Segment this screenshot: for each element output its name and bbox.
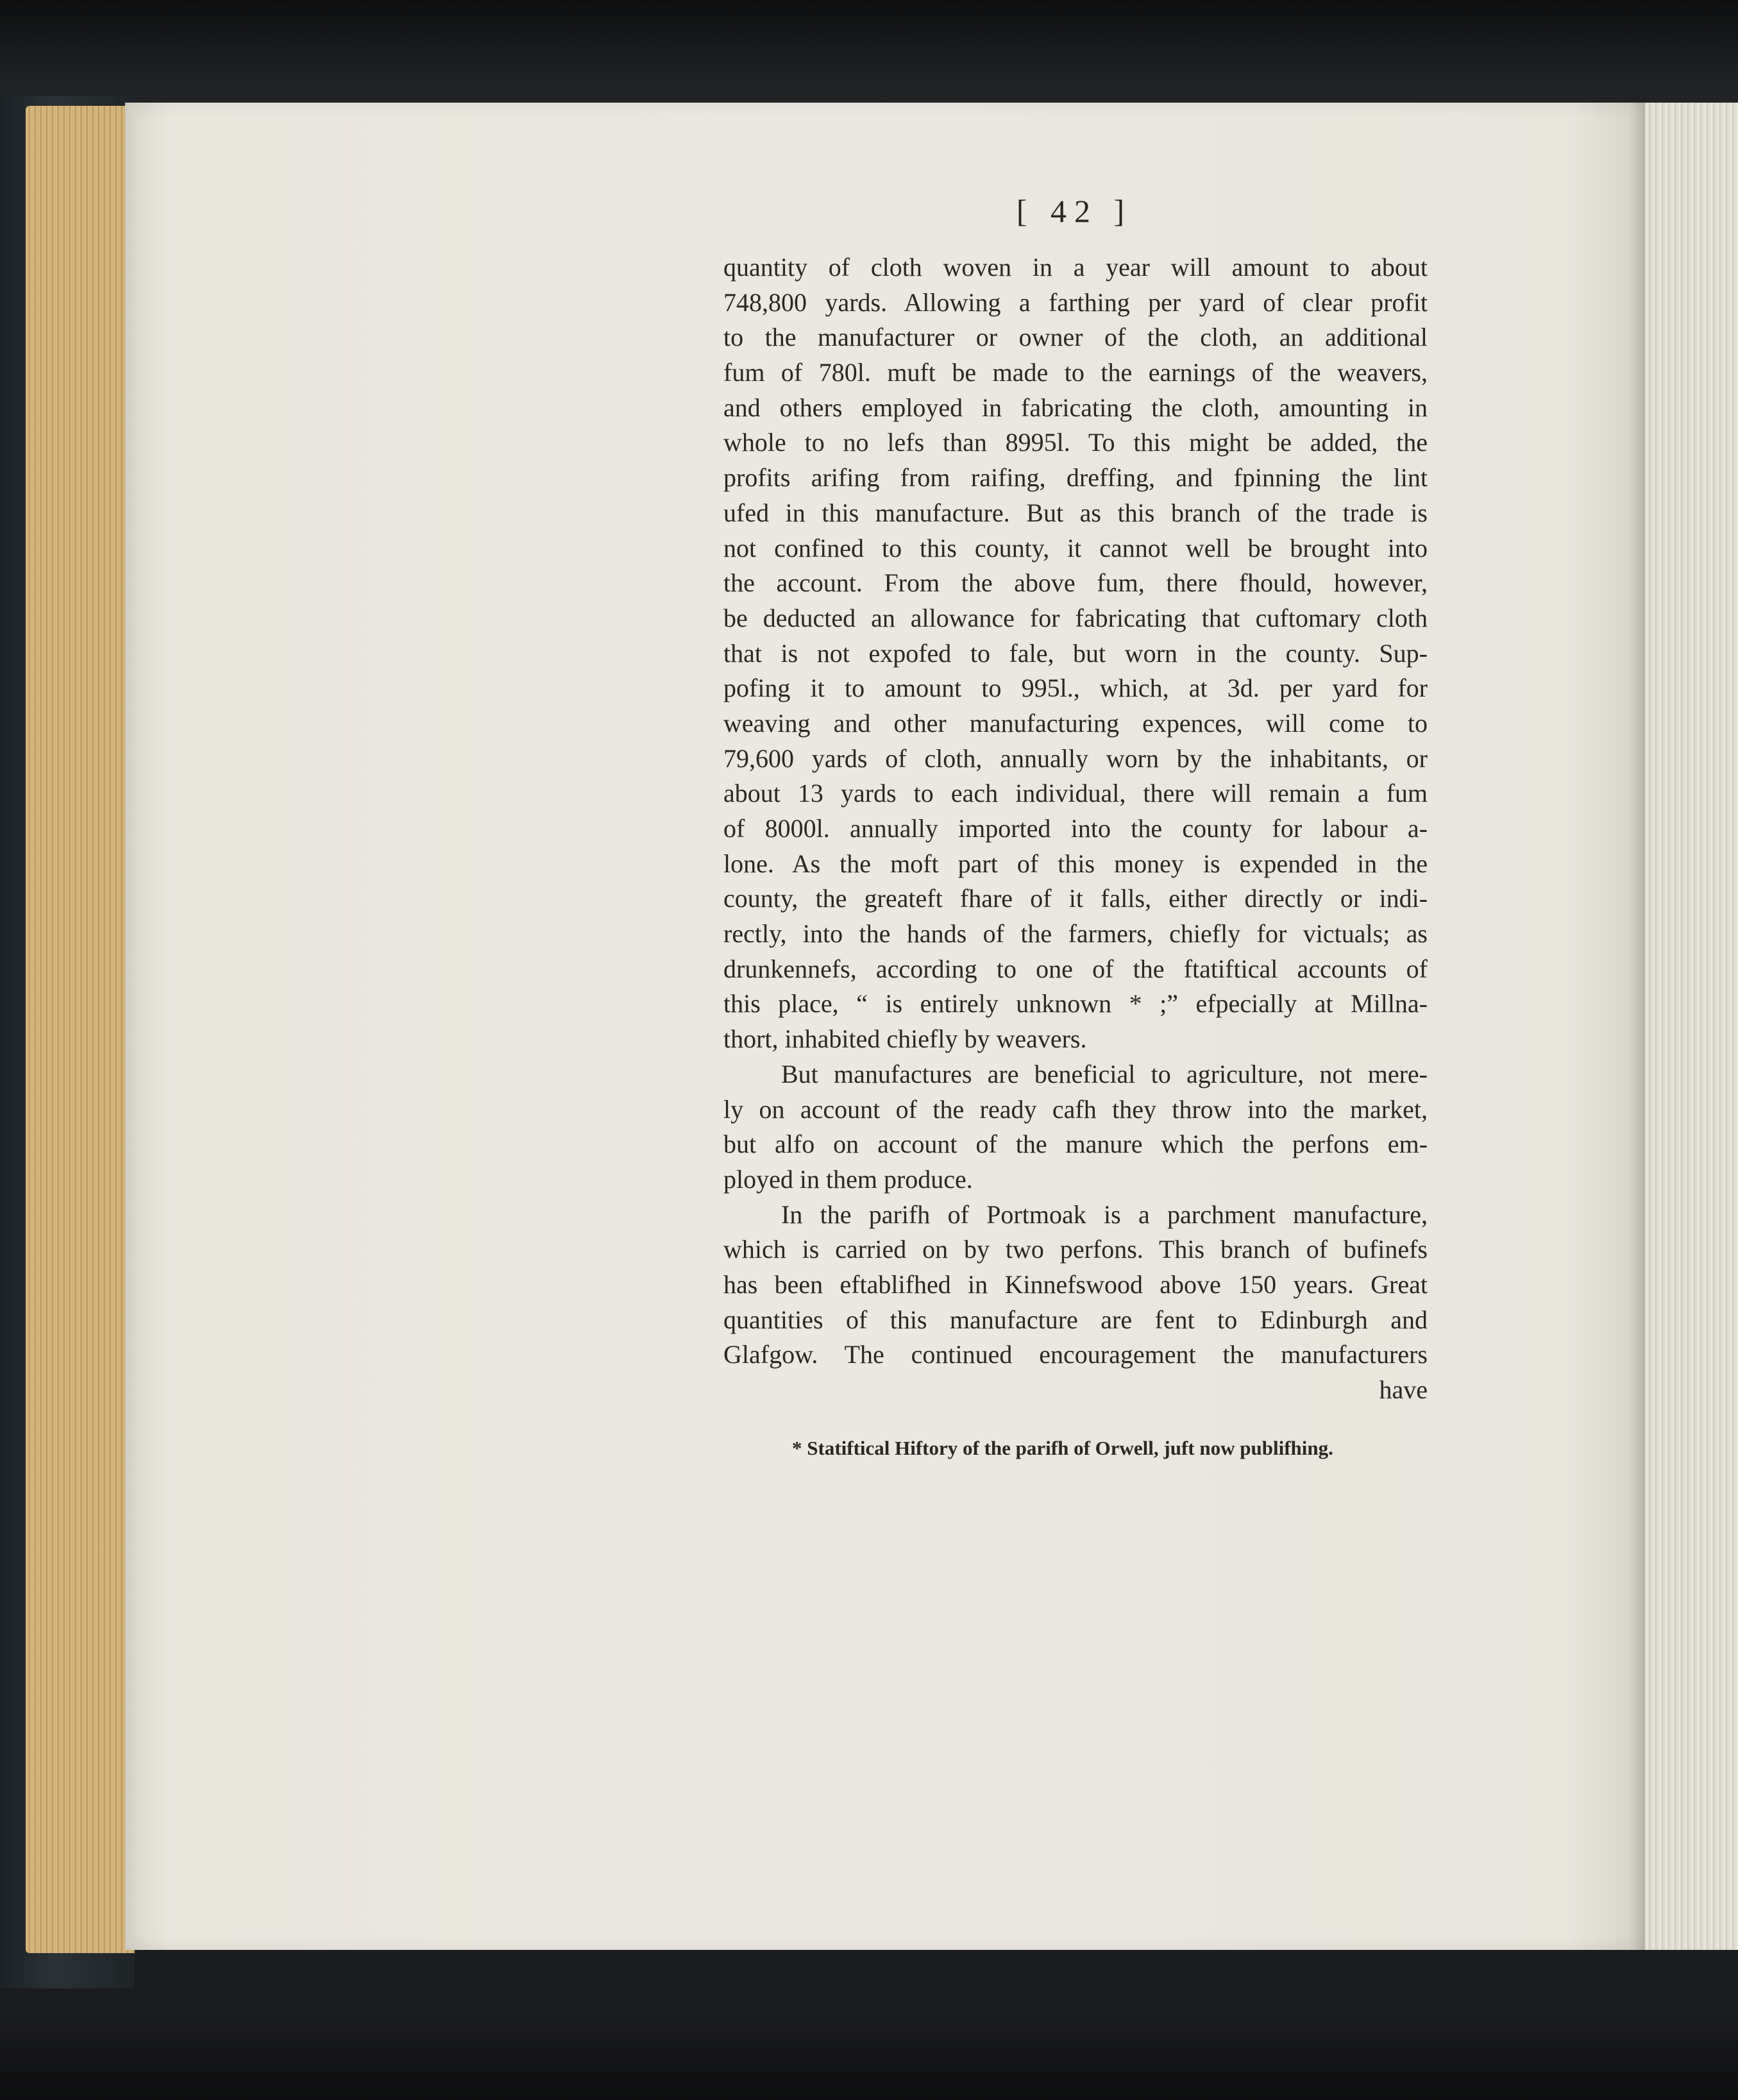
text-line: lone. As the moft part of this money is expended in the [723, 849, 1428, 878]
text-line: ufed in this manufacture. But as this branch of the trade is [723, 498, 1428, 527]
text-line: county, the greateft fhare of it falls, either directly or indi- [723, 884, 1428, 913]
catchword: have [1379, 1375, 1428, 1404]
text-line: quantity of cloth woven in a year will amount to about [723, 253, 1428, 282]
page-number: [ 42 ] [1016, 193, 1133, 229]
text-line: 79,600 yards of cloth, annually worn by the inhabitants, or [723, 743, 1428, 773]
page-edges-left [26, 106, 135, 1953]
text-line: of 8000l. annually imported into the county for labour a- [723, 814, 1428, 843]
text-line: profits arifing from raifing, dreffing, and fpinning the lint [723, 463, 1428, 493]
text-line: but alfo on account of the manure which the perfons em- [723, 1130, 1428, 1159]
footnote: * Statiftical Hiftory of the parifh of Orwell, juft now publifhing. [792, 1437, 1333, 1459]
text-line: ly on account of the ready cafh they throw into the market, [723, 1094, 1428, 1124]
text-line: be deducted an allowance for fabricating that cuftomary cloth [723, 603, 1428, 632]
text-line: which is carried on by two perfons. This branch of bufinefs [723, 1235, 1428, 1264]
text-line: In the parifh of Portmoak is a parchment manufacture, [781, 1199, 1428, 1229]
text-line: thort, inhabited chiefly by weavers. [723, 1024, 1087, 1054]
text-line: whole to no lefs than 8995l. To this might be added, the [723, 428, 1428, 457]
text-line: that is not expofed to fale, but worn in the county. Sup- [723, 638, 1428, 668]
page-edges-right [1645, 103, 1738, 1950]
text-line: quantities of this manufacture are fent to Edinburgh and [723, 1305, 1428, 1334]
text-line: to the manufacturer or owner of the cloth, an additional [723, 323, 1428, 352]
text-line: Glafgow. The continued encouragement the manufacturers [723, 1340, 1428, 1369]
text-line: rectly, into the hands of the farmers, chiefly for victuals; as [723, 919, 1428, 949]
text-line: and others employed in fabricating the cloth, amounting in [723, 393, 1428, 422]
text-line: weaving and other manufacturing expences, will come to [723, 708, 1428, 738]
text-line: But manufactures are beneficial to agriculture, not mere- [781, 1059, 1428, 1088]
text-line: has been eftablifhed in Kinnefswood above 150 years. Great [723, 1269, 1428, 1299]
text-line: this place, “ is entirely unknown * ;” efpecially at Millna- [723, 989, 1428, 1019]
text-line: 748,800 yards. Allowing a farthing per yard of clear profit [723, 287, 1428, 317]
text-line: the account. From the above fum, there fhould, however, [723, 568, 1428, 598]
text-line: fum of 780l. muft be made to the earnings of the weavers, [723, 358, 1428, 387]
text-line: not confined to this county, it cannot well be brought into [723, 533, 1428, 563]
text-line: drunkennefs, according to one of the ftatiftical accounts of [723, 954, 1428, 983]
text-line: ployed in them produce. [723, 1164, 973, 1194]
body-text [723, 250, 1428, 1408]
text-line: pofing it to amount to 995l., which, at 3d. per yard for [723, 673, 1428, 703]
text-line: about 13 yards to each individual, there will remain a fum [723, 779, 1428, 808]
